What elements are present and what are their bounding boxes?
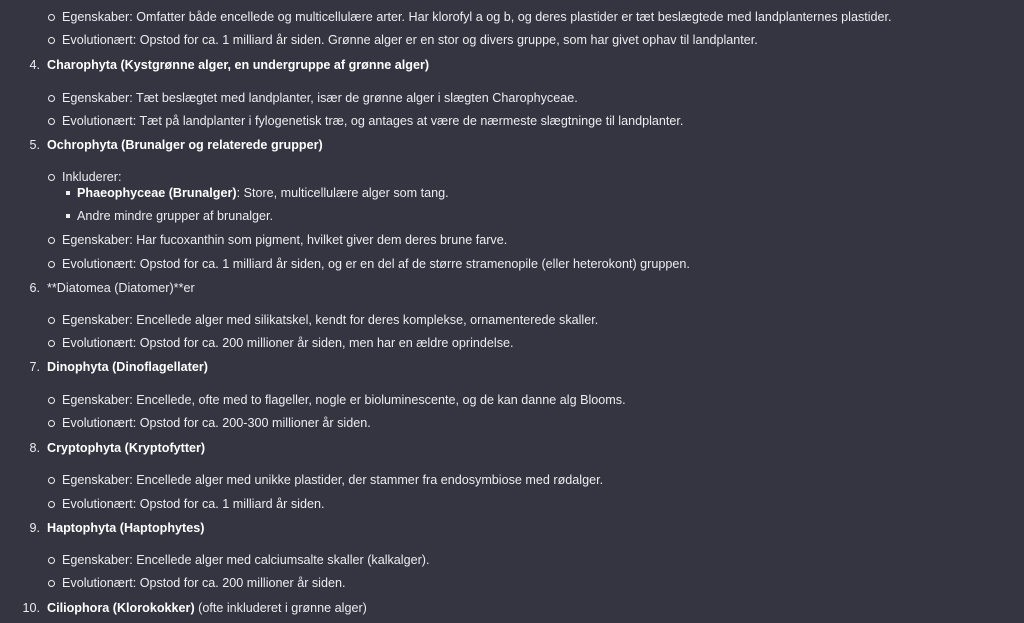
- nested-list-item: [77, 208, 273, 224]
- list-number: 4.: [29, 58, 40, 72]
- heading-bold: Dinophyta (Dinoflagellater): [47, 360, 208, 374]
- list-item: Egenskaber: Encellede, ofte med to flageller, nogle er bioluminescente, og de kan danne alg Blooms.: [62, 393, 626, 407]
- nested-list-item: [77, 185, 449, 201]
- heading-rest: **Diatomea (Diatomer)**er: [47, 281, 195, 295]
- list-heading-text: [47, 600, 367, 616]
- list-heading-text: [47, 440, 205, 456]
- list-heading-text: [47, 57, 429, 73]
- list-item: Egenskaber: Encellede alger med silikatskel, kendt for deres komplekse, ornamenterede skaller.: [62, 313, 599, 327]
- list-item: Egenskaber: Har fucoxanthin som pigment, hvilket giver dem deres brune farve.: [62, 233, 508, 247]
- heading-rest: (ofte inkluderet i grønne alger): [194, 601, 367, 615]
- item-text: : Store, multicellulære alger som tang.: [236, 186, 449, 200]
- list-item: Egenskaber: Encellede alger med unikke plastider, der stammer fra endosymbiose med rødalger.: [62, 473, 604, 487]
- list-item: Evolutionært: Opstod for ca. 1 milliard år siden.: [62, 497, 325, 511]
- heading-bold: Haptophyta (Haptophytes): [47, 521, 205, 535]
- list-heading-text: [47, 359, 208, 375]
- list-item: Evolutionært: Opstod for ca. 1 milliard år siden. Grønne alger er en stor og divers gruppe, som har givet ophav til landplanter.: [62, 33, 758, 47]
- item-text: Andre mindre grupper af brunalger.: [77, 209, 274, 223]
- list-number: 7.: [29, 360, 40, 374]
- list-item: Evolutionært: Opstod for ca. 200 millioner år siden.: [62, 576, 346, 590]
- list-heading-text: [47, 137, 323, 153]
- list-item: Evolutionært: Opstod for ca. 1 milliard år siden, og er en del af de større stramenopile (eller heterokont) gruppen.: [62, 257, 690, 271]
- list-heading-text: [47, 520, 204, 536]
- list-number: 5.: [29, 138, 40, 152]
- list-number: 10.: [22, 601, 40, 615]
- list-item: Egenskaber: Tæt beslægtet med landplanter, især de grønne alger i slægten Charophyceae.: [62, 91, 578, 105]
- heading-bold: Ciliophora (Klorokokker): [47, 601, 195, 615]
- list-number: 9.: [29, 521, 40, 535]
- list-item: Egenskaber: Omfatter både encellede og multicellulære arter. Har klorofyl a og b, og deres plastider er tæt beslægtede med landplanternes plastider.: [62, 10, 892, 24]
- list-item: Evolutionært: Tæt på landplanter i fylogenetisk træ, og antages at være de nærmeste slægtninge til landplanter.: [62, 114, 684, 128]
- list-item: Evolutionært: Opstod for ca. 200-300 millioner år siden.: [62, 416, 371, 430]
- list-item: Inkluderer:: [62, 170, 122, 184]
- list-item: Evolutionært: Opstod for ca. 200 millioner år siden, men har en ældre oprindelse.: [62, 336, 514, 350]
- list-number: 8.: [29, 441, 40, 455]
- list-number: 6.: [29, 281, 40, 295]
- list-item: Egenskaber: Encellede alger med calciumsalte skaller (kalkalger).: [62, 553, 430, 567]
- list-heading-text: [47, 280, 195, 296]
- item-bold: Phaeophyceae (Brunalger): [77, 186, 237, 200]
- heading-bold: Ochrophyta (Brunalger og relaterede grupper): [47, 138, 323, 152]
- heading-bold: Cryptophyta (Kryptofytter): [47, 441, 206, 455]
- heading-bold: Charophyta (Kystgrønne alger, en undergruppe af grønne alger): [47, 58, 430, 72]
